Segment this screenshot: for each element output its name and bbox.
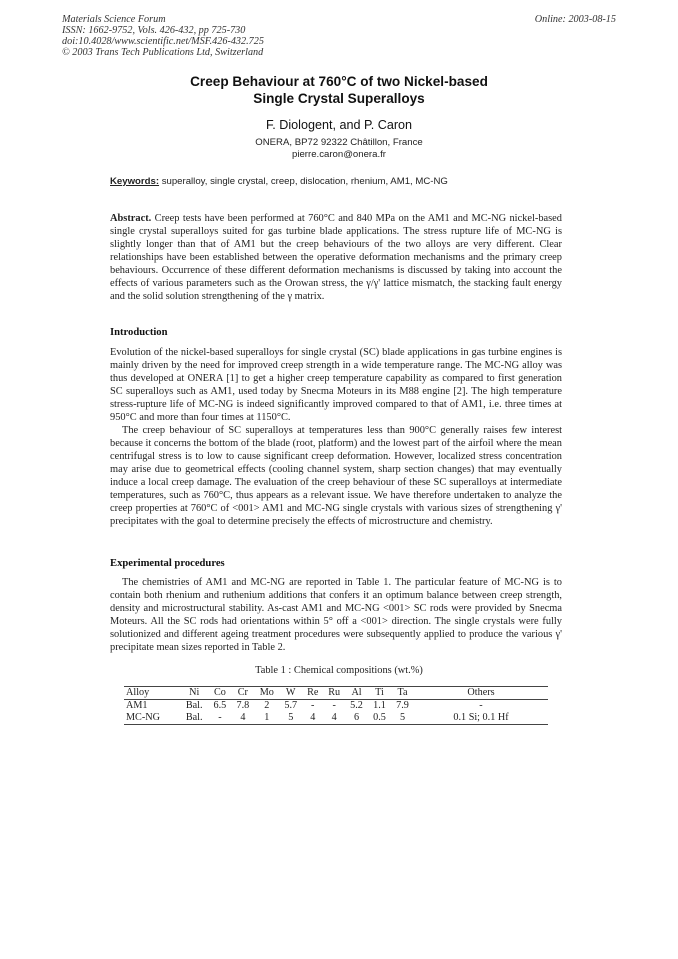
table-cell: -	[479, 700, 483, 711]
online-date: Online: 2003-08-15	[534, 14, 616, 25]
intro-paragraph-1: Evolution of the nickel-based superalloys for single crystal (SC) blade applications in gas turbine engines is mainly driven by the need for improved creep strength in a wide temperature range. The MC-NG alloy was thus developed at ONERA [1] to get a higher creep temperature capability as compared to first generation SC superalloys such as AM1, used today by Snecma Moteurs in its M88 engine [2]. The high temperature stress-rupture life of MC-NG is indeed significantly improved compared to that of AM1, i.e. three times at 950°C and more than four times at 1150°C.	[110, 347, 562, 423]
introduction-heading: Introduction	[110, 327, 168, 338]
experimental-body	[110, 576, 562, 654]
experimental-heading: Experimental procedures	[110, 558, 225, 569]
abstract	[110, 212, 562, 303]
header-cell: Co	[213, 687, 226, 698]
table-cell: 2	[264, 700, 270, 711]
table-cell: 5	[399, 712, 406, 723]
header-cell: Alloy	[126, 687, 150, 698]
header-cell: Al	[351, 687, 362, 698]
table-cell: 6	[353, 712, 360, 723]
title-line-1: Creep Behaviour at 760°C of two Nickel-based	[190, 74, 488, 89]
header-cell: Ru	[328, 687, 341, 698]
affiliation-block	[0, 137, 678, 161]
header-cell: Ni	[189, 687, 200, 698]
email: pierre.caron@onera.fr	[292, 149, 386, 160]
header-cell: W	[285, 687, 296, 698]
table-cell: 1.1	[373, 700, 386, 711]
table-cell: Bal.	[185, 700, 203, 711]
header-cell: Re	[307, 687, 319, 698]
table-cell: 5.2	[350, 700, 363, 711]
table-cell: -	[218, 712, 222, 723]
table-cell: 0.5	[373, 712, 386, 723]
table-cell: 4	[331, 712, 337, 723]
table-row	[124, 700, 548, 713]
table-cell: 6.5	[213, 700, 227, 711]
journal-name: Materials Science Forum	[62, 14, 166, 25]
title-line-2: Single Crystal Superalloys	[253, 91, 425, 106]
header-cell: Ta	[397, 687, 408, 698]
table-row	[124, 712, 548, 725]
table-cell: -	[332, 700, 336, 711]
keywords-list: superalloy, single crystal, creep, dislocation, rhenium, AM1, MC-NG	[161, 176, 448, 187]
table-cell: AM1	[126, 700, 148, 711]
copyright-line: © 2003 Trans Tech Publications Ltd, Switzerland	[62, 47, 264, 58]
table-cell: MC-NG	[126, 712, 160, 723]
abstract-text: Creep tests have been performed at 760°C and 840 MPa on the AM1 and MC-NG nickel-based single crystal superalloys suited for gas turbine blade applications. The stress rupture life of MC-NG is slightly longer than that of AM1 but the creep behaviours of the two alloys are very different. Clear relationships have been established between the operative deformation mechanisms and the primary creep behaviours. Occurrence of these different deformation mechanisms is discussed by taking into account the effects of various parameters such as the Orowan stress, the γ/γ' lattice mismatch, the stacking fault energy and the solid solution strengthening of the γ matrix.	[110, 213, 562, 302]
header-cell: Ti	[375, 687, 384, 698]
journal-header	[62, 14, 264, 58]
header-cell: Cr	[237, 687, 248, 698]
table-cell: 0.1 Si; 0.1 Hf	[453, 712, 509, 723]
authors: F. Diologent, and P. Caron	[265, 118, 413, 132]
table-cell: 1	[264, 712, 270, 723]
abstract-label: Abstract.	[110, 213, 152, 224]
table-cell: 4	[310, 712, 316, 723]
table-cell: 7.8	[236, 700, 250, 711]
intro-paragraph-2: The creep behaviour of SC superalloys at temperatures less than 900°C generally raises few interest because it concerns the bottom of the blade (root, platform) and the lowest part of the airfoil where the mean centrifugal stress is to low to cause significant creep deformation. However, localized stress concentration may arise due to geometrical effects (cooling channel system, sharp section changes) that may eventually induce a local creep damage. The evaluation of the creep behaviour of these SC superalloys at intermediate temperatures, such as 760°C, thus appears as a relevant issue. We have therefore undertaken to analyze the creep properties at 760°C of <001> AM1 and MC-NG single crystals with various sizes of strengthening γ' precipitates with the goal to determine precisely the effects of microstructure and chemistry.	[110, 425, 562, 527]
issn-line: ISSN: 1662-9752, Vols. 426-432, pp 725-730	[62, 25, 246, 36]
introduction-body	[110, 346, 562, 528]
table-cell: -	[311, 700, 315, 711]
table-caption: Table 1 : Chemical compositions (wt.%)	[255, 665, 423, 676]
affiliation: ONERA, BP72 92322 Châtillon, France	[255, 137, 423, 148]
doi-line: doi:10.4028/www.scientific.net/MSF.426-432.725	[62, 36, 264, 47]
table-cell: 5.7	[284, 700, 298, 711]
table-header-row	[124, 687, 548, 700]
header-cell: Mo	[259, 687, 274, 698]
keywords-label: Keywords:	[110, 176, 160, 187]
table-cell: 7.9	[396, 700, 409, 711]
chemical-composition-table	[124, 686, 548, 725]
header-cell: Others	[467, 687, 495, 698]
table-cell: 4	[240, 712, 246, 723]
experimental-paragraph-1: The chemistries of AM1 and MC-NG are reported in Table 1. The particular feature of MC-NG is to contain both rhenium and ruthenium additions that confers it an optimum balance between creep strength, density and microstructural stability. As-cast AM1 and MC-NG <001> SC rods were provided by Snecma Moteurs. All the SC rods had orientations within 5° off a <001> direction. The single crystals were fully solutionized and different ageing treatment procedures were subsequently applied to produce the various γ' precipitate mean sizes reported in Table 2.	[110, 577, 562, 653]
paper-title	[0, 73, 678, 107]
keywords-line	[110, 176, 580, 187]
table-cell: 5	[288, 712, 294, 723]
table-cell: Bal.	[185, 712, 203, 723]
